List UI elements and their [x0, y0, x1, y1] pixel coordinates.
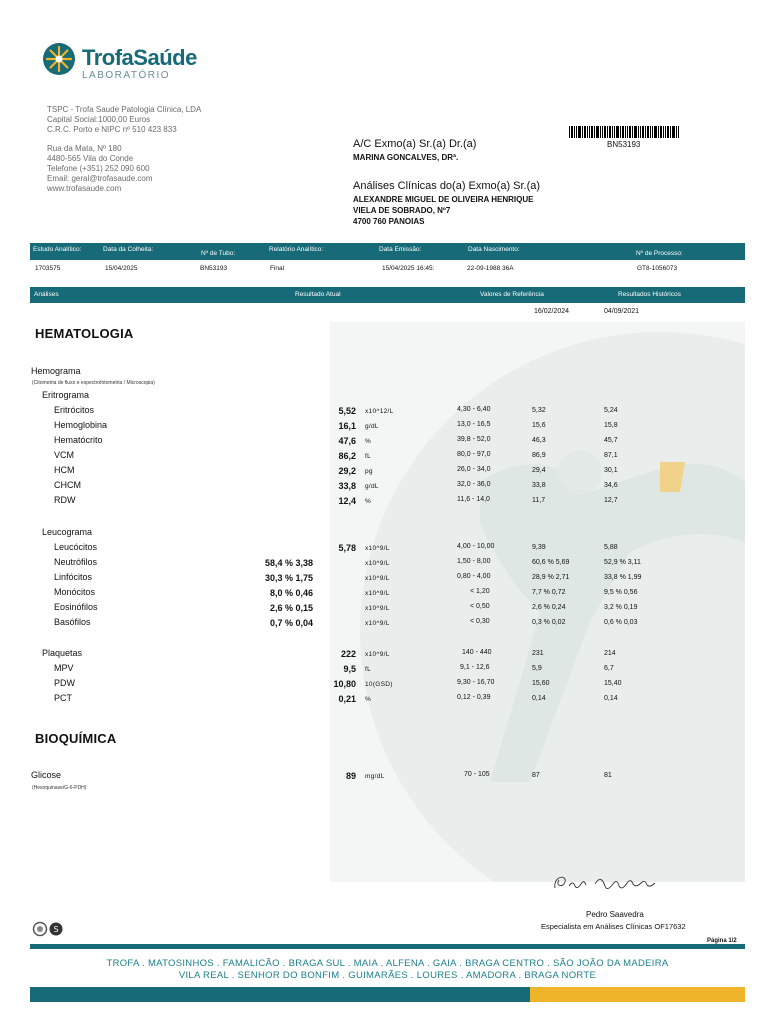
signature-icon: [545, 870, 695, 896]
history-value-1: 86,9: [532, 452, 546, 459]
analyte-name: Eosinófilos: [54, 602, 98, 612]
barcode-icon: [569, 126, 679, 138]
header-label: Data Nascimento:: [468, 246, 520, 253]
reference-range: < 0,50: [470, 603, 490, 610]
analyte-name: Linfócitos: [54, 572, 93, 582]
history-value-1: 7,7 % 0,72: [532, 589, 566, 596]
reference-range: 80,0 - 97,0: [457, 451, 491, 458]
header-value: 22-09-1988 36A: [467, 265, 514, 272]
history-value-2: 15,8: [604, 422, 618, 429]
reference-range: 9,1 - 12,6: [460, 664, 490, 671]
history-value-2: 214: [604, 650, 616, 657]
history-value-1: 87: [532, 772, 540, 779]
subgroup-title: Eritrograma: [42, 390, 90, 400]
certification-badges-icon: [32, 921, 66, 937]
reference-range: 32,0 - 36,0: [457, 481, 491, 488]
history-value-2: 81: [604, 772, 612, 779]
result-unit: x10^9/L: [365, 545, 390, 552]
company-line: www.trofasaude.com: [47, 184, 122, 193]
attention-label: A/C Exmo(a) Sr.(a) Dr.(a): [353, 138, 477, 150]
locations-line: TROFA . MATOSINHOS . FAMALICÃO . BRAGA SUL . MAIA . ALFENA . GAIA . BRAGA CENTRO . SÃO JOÃO DA MADEIRA: [106, 958, 669, 969]
brand-logo: [42, 42, 212, 86]
result-value: 89: [345, 771, 356, 781]
company-line: Capital Social:1000,00 Euros: [47, 115, 151, 124]
result-unit: fL: [365, 666, 372, 673]
reference-range: 39,8 - 52,0: [457, 436, 491, 443]
analyte-name: Glicose: [31, 770, 62, 780]
analyte-name: Eritrócitos: [54, 405, 95, 415]
locations-line: VILA REAL . SENHOR DO BONFIM . GUIMARÃES . LOURES . AMADORA . BRAGA NORTE: [178, 970, 597, 981]
history-value-2: 3,2 % 0,19: [604, 604, 638, 611]
results-column-header: [30, 287, 745, 303]
doctor-name: MARINA GONCALVES, DRª.: [353, 153, 459, 162]
column-referencia: Valores de Referência: [480, 291, 544, 298]
analyte-name: MPV: [54, 663, 74, 673]
reference-range: 0,80 - 4,00: [457, 573, 491, 580]
result-value: 86,2: [338, 451, 356, 461]
history-value-2: 0,6 % 0,03: [604, 619, 638, 626]
result-value: 29,2: [338, 466, 356, 476]
result-unit: x10^9/L: [365, 590, 390, 597]
history-value-1: 2,6 % 0,24: [532, 604, 566, 611]
result-percent-value: 8,0 % 0,46: [269, 588, 313, 598]
analyte-name: HCM: [54, 465, 75, 475]
reference-range: 4,00 - 10,00: [457, 543, 495, 550]
footer-bar-teal: [30, 987, 530, 1002]
history-value-2: 33,8 % 1,99: [604, 574, 642, 581]
reference-range: 11,6 - 14,0: [457, 496, 490, 503]
history-value-1: 15,6: [532, 422, 546, 429]
analyte-name: VCM: [54, 450, 74, 460]
footer-bar-gold: [530, 987, 745, 1002]
reference-range: < 0,30: [470, 618, 490, 625]
result-percent-value: 58,4 % 3,38: [264, 558, 313, 568]
signatory-name: Pedro Saavedra: [586, 910, 644, 919]
analyte-name: Neutrófilos: [54, 557, 98, 567]
svg-text:S: S: [53, 925, 59, 934]
page-number: Página 1/2: [707, 938, 737, 944]
history-value-1: 11,7: [532, 497, 546, 504]
header-value: 1703575: [35, 265, 61, 272]
column-historicos: Resultados Históricos: [618, 291, 681, 298]
header-label: Estudo Analítico:: [33, 246, 82, 253]
result-unit: x10^9/L: [365, 605, 390, 612]
analyses-label: Análises Clínicas do(a) Exmo(a) Sr.(a): [353, 180, 541, 192]
trofasaude-logo-icon: [42, 42, 76, 76]
company-info: [47, 105, 201, 194]
history-value-1: 0,3 % 0,02: [532, 619, 566, 626]
history-value-2: 6,7: [604, 665, 614, 672]
footer-locations: [30, 958, 745, 982]
header-value: Final: [270, 265, 285, 272]
analyte-name: Monócitos: [54, 587, 96, 597]
footer-rule: [30, 944, 530, 949]
result-unit: pg: [365, 468, 373, 475]
history-value-1: 33,8: [532, 482, 546, 489]
result-value: 33,8: [338, 481, 356, 491]
footer-rule: [530, 944, 745, 949]
reference-range: 70 - 105: [464, 771, 490, 778]
analyte-name: PCT: [54, 693, 72, 703]
barcode-number: BN53193: [607, 140, 641, 149]
history-value-1: 60,6 % 5,69: [532, 559, 570, 566]
sample-header-values: [30, 265, 745, 275]
history-value-1: 5,32: [532, 407, 546, 414]
watermark-background: [330, 322, 745, 882]
subgroup-title: Leucograma: [42, 527, 93, 537]
reference-range: < 1,20: [470, 588, 490, 595]
history-value-1: 29,4: [532, 467, 546, 474]
result-percent-value: 0,7 % 0,04: [269, 618, 313, 628]
result-unit: x10^9/L: [365, 575, 390, 582]
history-value-2: 45,7: [604, 437, 618, 444]
history-value-2: 87,1: [604, 452, 618, 459]
analyte-name: RDW: [54, 495, 76, 505]
history-value-2: 15,40: [604, 680, 622, 687]
history-value-2: 34,6: [604, 482, 618, 489]
result-value: 5,78: [338, 543, 356, 553]
patient-block: [353, 194, 533, 227]
header-label: Nº de Processo:: [636, 250, 683, 257]
result-value: 47,6: [338, 436, 356, 446]
result-unit: x10^12/L: [365, 408, 394, 415]
history-date-1: 16/02/2024: [534, 308, 570, 315]
history-value-2: 0,14: [604, 695, 618, 702]
company-line: TSPC - Trofa Saude Patologia Clínica, LDA: [47, 105, 202, 114]
result-percent-value: 30,3 % 1,75: [264, 573, 313, 583]
result-percent-value: 2,6 % 0,15: [269, 603, 313, 613]
reference-range: 0,12 - 0,39: [457, 694, 491, 701]
history-value-1: 28,9 % 2,71: [532, 574, 570, 581]
result-unit: g/dL: [365, 483, 379, 490]
signatory-title: Especialista em Análises Clínicas OF17632: [541, 922, 686, 931]
section-title: HEMATOLOGIA: [35, 326, 134, 341]
history-value-1: 15,60: [532, 680, 550, 687]
history-value-2: 12,7: [604, 497, 618, 504]
header-label: Relatório Analítico:: [269, 246, 324, 253]
result-unit: %: [365, 438, 372, 445]
result-unit: x10^9/L: [365, 620, 390, 627]
header-label: Data da Colheita:: [103, 246, 154, 253]
company-line: 4480-565 Vila do Conde: [47, 154, 134, 163]
group-title: Hemograma: [31, 366, 81, 376]
header-label: Data Emissão:: [379, 246, 422, 253]
analyte-name: Leucócitos: [54, 542, 98, 552]
patient-address: 4700 760 PANOIAS: [353, 217, 425, 226]
history-value-1: 9,39: [532, 544, 546, 551]
header-value: 15/04/2025: [105, 265, 138, 272]
analyte-name: Hematócrito: [54, 435, 103, 445]
result-value: 9,5: [343, 664, 356, 674]
analyte-name: Hemoglobina: [54, 420, 108, 430]
header-label: Nº de Tubo:: [201, 250, 236, 257]
history-value-1: 46,3: [532, 437, 546, 444]
analyte-name: CHCM: [54, 480, 81, 490]
result-value: 10,80: [333, 679, 356, 689]
result-value: 5,52: [338, 406, 356, 416]
result-unit: mg/dL: [365, 773, 385, 780]
history-value-1: 231: [532, 650, 544, 657]
header-value: BN53193: [200, 265, 228, 272]
brand-subtitle: LABORATÓRIO: [82, 70, 170, 81]
header-value: GT8-1056073: [637, 265, 678, 272]
history-value-2: 30,1: [604, 467, 618, 474]
brand-name: TrofaSaúde: [82, 45, 197, 70]
company-line: C.R.C. Porto e NIPC nº 510 423 833: [47, 125, 177, 134]
method-note: (Citometria de fluxo e espectrofotometria / Microscopia): [32, 380, 155, 386]
watermark-logo-icon: [330, 322, 745, 882]
history-value-1: 0,14: [532, 695, 546, 702]
analyte-name: Basófilos: [54, 617, 91, 627]
history-value-1: 5,9: [532, 665, 542, 672]
history-value-2: 52,9 % 3,11: [604, 559, 641, 566]
header-value: 15/04/2025 16:45:: [382, 265, 435, 272]
company-line: Email: geral@trofasaude.com: [47, 174, 153, 183]
result-unit: %: [365, 498, 372, 505]
result-value: 0,21: [338, 694, 356, 704]
reference-range: 140 - 440: [462, 649, 492, 656]
patient-address: VIELA DE SOBRADO, Nº7: [353, 206, 451, 215]
reference-range: 1,50 - 8,00: [457, 558, 491, 565]
result-unit: g/dL: [365, 423, 379, 430]
result-unit: x10^9/L: [365, 651, 390, 658]
method-note: (Hexoquinase/G-6-PDH): [32, 785, 87, 791]
result-unit: fL: [365, 453, 372, 460]
result-unit: 10(GSD): [365, 681, 393, 688]
analyte-name: Plaquetas: [42, 648, 83, 658]
analyte-name: PDW: [54, 678, 75, 688]
column-resultado: Resultado Atual: [295, 291, 341, 298]
result-value: 222: [340, 649, 356, 659]
company-line: Telefone (+351) 252 090 600: [47, 164, 150, 173]
company-line: Rua da Mata, Nº 180: [47, 144, 122, 153]
reference-range: 13,0 - 16,5: [457, 421, 491, 428]
history-date-2: 04/09/2021: [604, 308, 640, 315]
result-value: 16,1: [338, 421, 356, 431]
result-unit: x10^9/L: [365, 560, 390, 567]
column-analises: Análises: [34, 291, 59, 298]
sample-header-bar: [30, 243, 745, 260]
patient-name: ALEXANDRE MIGUEL DE OLIVEIRA HENRIQUE: [353, 195, 534, 204]
reference-range: 26,0 - 34,0: [457, 466, 491, 473]
reference-range: 9,30 - 16,70: [457, 679, 495, 686]
result-value: 12,4: [338, 496, 356, 506]
history-value-2: 9,5 % 0,56: [604, 589, 638, 596]
history-value-2: 5,88: [604, 544, 618, 551]
reference-range: 4,30 - 6,40: [457, 406, 491, 413]
history-value-2: 5,24: [604, 407, 618, 414]
result-unit: %: [365, 696, 372, 703]
section-title: BIOQUÍMICA: [35, 731, 117, 746]
